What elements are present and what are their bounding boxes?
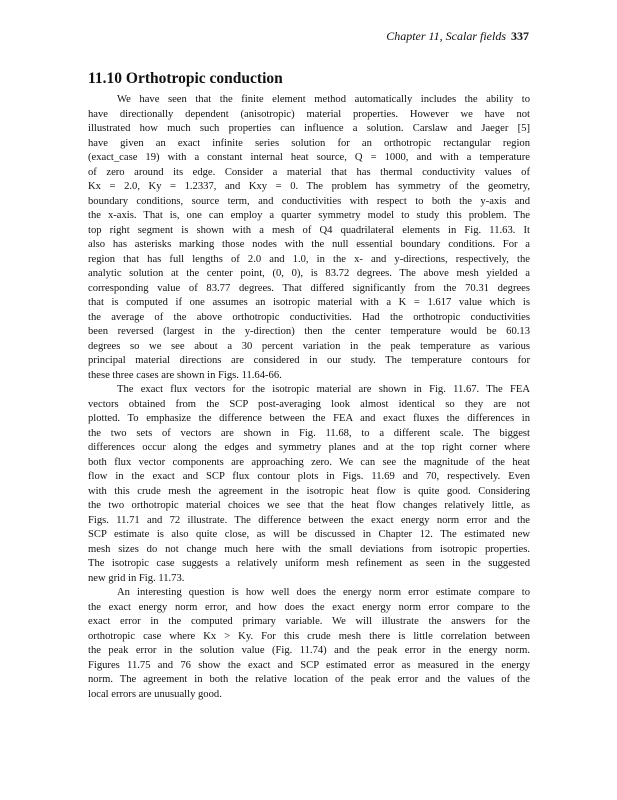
text-line: boundary conditions, source term, and conductivities with respect to both the y-axis and: [88, 195, 530, 207]
text-line: analytic solution at the center point, (0, 0), is 83.72 degrees. The above mesh yielded a: [88, 268, 530, 279]
text-line: Figures 11.75 and 76 show the exact and SCP estimated error as measured in the energy: [88, 659, 530, 671]
text-line: exact error in the computed primary variable. We will illustrate the answers for the: [88, 616, 530, 627]
paragraph: [88, 383, 530, 586]
text-line: principal material directions are considered in our study. The temperature contours for: [88, 355, 530, 366]
running-header: [386, 29, 529, 44]
paragraph: [88, 586, 530, 702]
text-line: with this crude mesh the agreement in the isotropic heat flow is quite good. Considering: [88, 485, 530, 497]
text-line: the two orthotropic material choices we see that the heat flow changes relatively little, as: [88, 500, 530, 511]
text-line: An interesting question is how well does the energy norm error estimate compare to: [117, 587, 530, 598]
text-line: We have seen that the finite element method automatically includes the ability to: [117, 94, 530, 105]
text-line: differences occur along the edges and symmetry planes and at the top right corner where: [88, 442, 530, 453]
text-line: the average of the above orthotropic conductivities. Had the orthotropic conductivities: [88, 311, 530, 323]
text-line: also has asterisks marking those nodes with the null essential boundary conditions. For a: [88, 239, 530, 250]
text-line: Kx = 2.0, Ky = 1.2337, and Kxy = 0. The problem has symmetry of the geometry,: [88, 181, 530, 192]
text-line: The isotropic case suggests a relatively uniform mesh refinement as seen in the suggested: [88, 558, 530, 569]
text-line: Figs. 11.71 and 72 illustrate. The difference between the exact energy norm error and the: [88, 514, 530, 526]
text-line: corresponding value of 83.77 degrees. That differed significantly from the 70.31 degrees: [88, 282, 530, 294]
text-line: plotted. To emphasize the difference between the FEA and exact fluxes the differences in: [88, 413, 530, 424]
text-line: the peak error in the solution value (Fig. 11.74) and the peak error in the energy norm.: [88, 645, 530, 656]
paragraph: [88, 93, 530, 383]
text-line: mesh sizes do not change much here with the small deviations from isotropic properties.: [88, 543, 530, 555]
text-line: norm. The agreement in both the relative location of the peak error and the values of the: [88, 674, 530, 685]
text-line: vectors obtained from the SCP post-averaging look almost identical so they are not: [88, 398, 530, 410]
text-line: local errors are unusually good.: [88, 688, 222, 700]
text-line: have directionally dependent (anisotropic) material properties. However we have not: [88, 108, 530, 120]
chapter-title: Chapter 11, Scalar fields: [386, 29, 506, 43]
text-line: region that has full lengths of 2.0 and 1.0, in the x- and y-directions, respectively, the: [88, 253, 530, 265]
body-text: [88, 93, 530, 702]
text-line: The exact flux vectors for the isotropic material are shown in Fig. 11.67. The FEA: [117, 384, 530, 395]
text-line: that is computed if one assumes an isotropic material with a K = 1.617 value which is: [88, 297, 530, 308]
text-line: been reversed (largest in the y-direction) then the center temperature would be 60.13: [88, 326, 530, 337]
text-line: new grid in Fig. 11.73.: [88, 572, 185, 584]
text-line: the x-axis. That is, one can employ a quarter symmetry model to study this problem. The: [88, 210, 530, 221]
text-line: the two sets of vectors are shown in Fig. 11.68, to a different scale. The biggest: [88, 427, 530, 439]
text-line: both flux vector components are approaching zero. We can see the magnitude of the heat: [88, 456, 530, 468]
text-line: (exact_case 19) with a constant internal heat source, Q = 1000, and with a temperature: [88, 152, 530, 163]
text-line: orthotropic case where Kx > Ky. For this crude mesh there is little correlation between: [88, 630, 530, 642]
text-line: SCP estimate is also quite close, as will be discussed in Chapter 12. The estimated new: [88, 529, 530, 540]
text-line: these three cases are shown in Figs. 11.64-66.: [88, 369, 282, 381]
section-title: 11.10 Orthotropic conduction: [88, 70, 283, 87]
text-line: illustrated how much such properties can influence a solution. Carslaw and Jaeger [5]: [88, 123, 530, 134]
text-line: of zero around its edge. Consider a material that has thermal conductivity values of: [88, 166, 530, 178]
text-line: the exact energy norm error, and how does the exact energy norm error compare to the: [88, 601, 530, 613]
text-line: top right segment is shown with a mesh of Q4 quadrilateral elements in Fig. 11.63. It: [88, 224, 530, 236]
text-line: degrees so we see about a 30 percent variation in the peak temperature as various: [88, 340, 530, 352]
page-number: 337: [511, 29, 529, 43]
text-line: flow in the exact and SCP flux contour plots in Figs. 11.69 and 70, respectively. Even: [88, 471, 530, 482]
text-line: have given an exact infinite series solution for an orthotropic rectangular region: [88, 137, 530, 149]
